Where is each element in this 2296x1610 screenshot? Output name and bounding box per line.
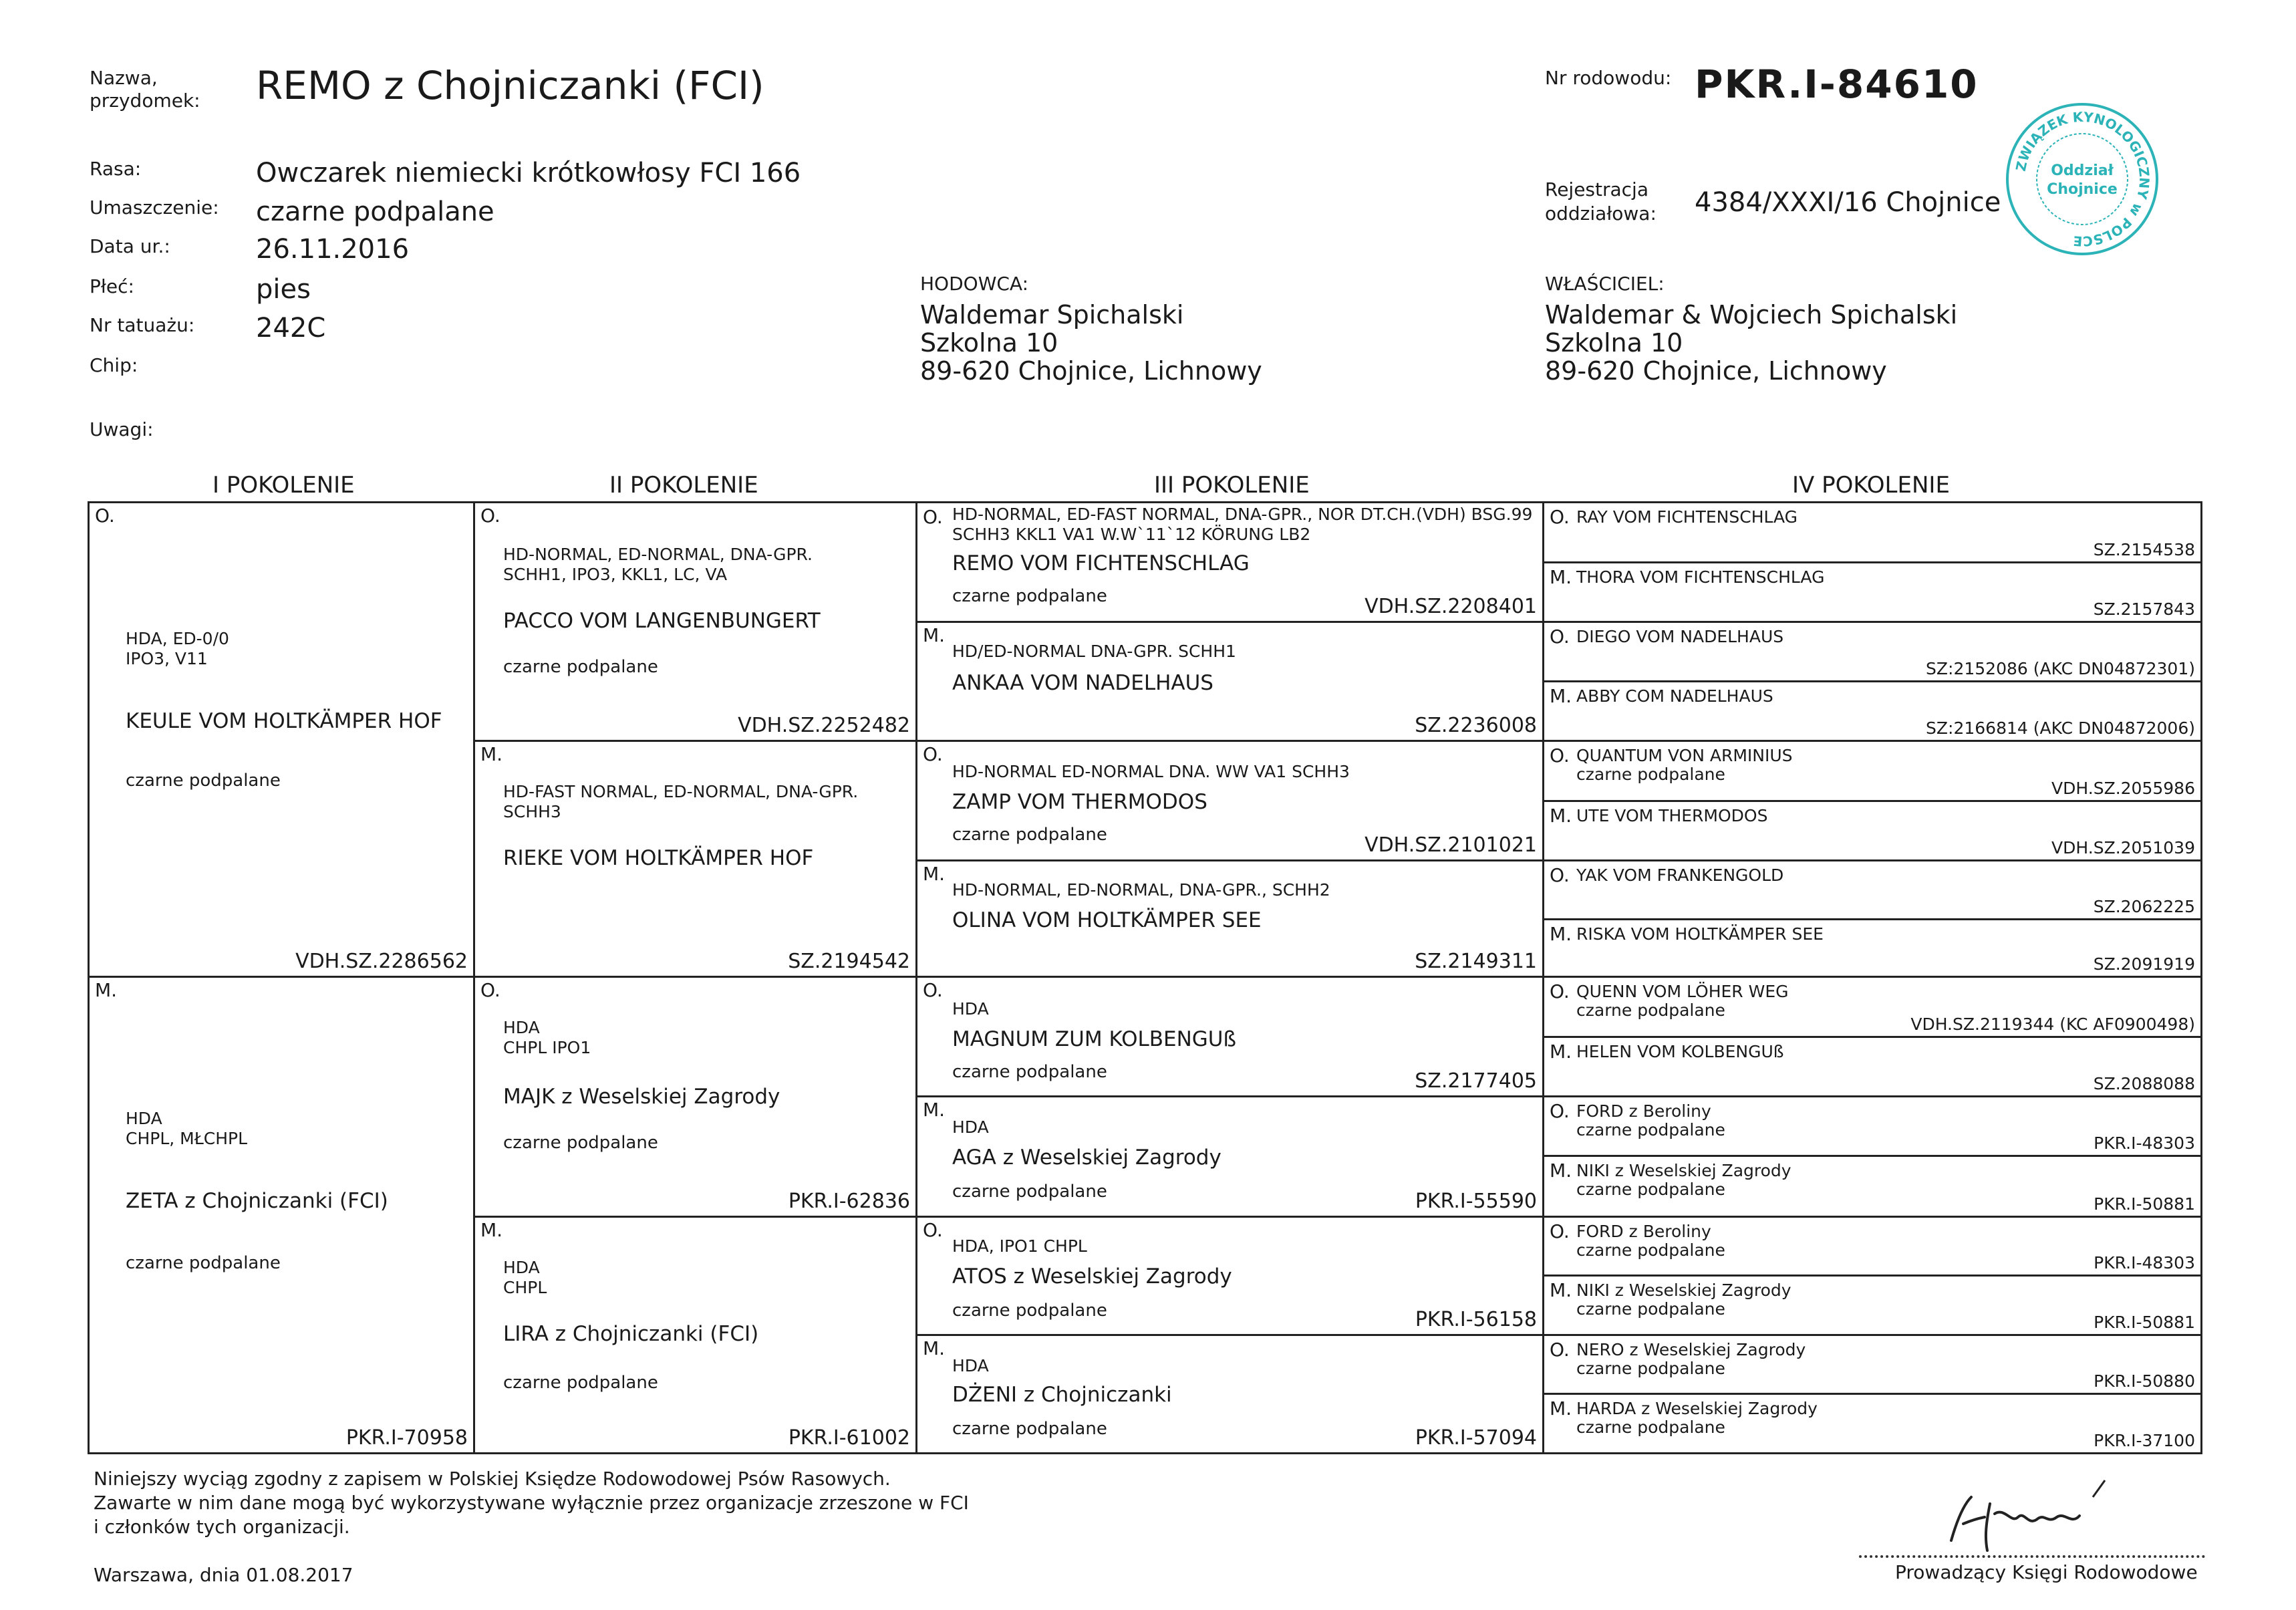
relation-label: M. [923, 624, 946, 646]
pedigree-label: Nr rodowodu: [1545, 67, 1672, 89]
registration-value: 4384/XXXI/16 Chojnice [1695, 187, 2001, 218]
generation-heading-4: IV POKOLENIE [1792, 472, 1950, 499]
health-info: HDA [952, 1117, 989, 1137]
pedigree-number: PKR.I-84610 [1695, 61, 1979, 107]
breeder-city: 89-620 Chojnice, Lichnowy [920, 356, 1262, 386]
issue-place-date: Warszawa, dnia 01.08.2017 [94, 1564, 353, 1586]
pedigree-cell-g4-6 [1542, 800, 2202, 861]
dog-name: RIEKE VOM HOLTKÄMPER HOF [503, 846, 814, 870]
relation-label: O. [1550, 1339, 1570, 1361]
dog-name: ZAMP VOM THERMODOS [952, 790, 1207, 814]
dog-color: czarne podpalane [1576, 1359, 1725, 1378]
relation-label: M. [480, 743, 503, 765]
registration-number: VDH.SZ.2119344 (KC AF0900498) [1910, 1015, 2195, 1034]
registration-number: SZ.2177405 [1415, 1069, 1537, 1093]
relation-label: M. [1550, 1279, 1572, 1301]
pedigree-cell-g4-4 [1542, 680, 2202, 742]
relation-label: M. [1550, 1397, 1572, 1420]
relation-label: M. [1550, 805, 1572, 827]
dog-color: czarne podpalane [1576, 765, 1725, 784]
pedigree-cell-g3-7 [915, 1216, 1544, 1336]
dog-name: NERO z Weselskiej Zagrody [1576, 1340, 1806, 1359]
sex-label: Płeć: [90, 275, 134, 297]
owner-label: WŁAŚCICIEL: [1545, 273, 1665, 295]
tattoo-label: Nr tatuażu: [90, 314, 195, 336]
pedigree-cell-g1-dam [88, 976, 475, 1454]
dog-name: OLINA VOM HOLTKÄMPER SEE [952, 908, 1262, 932]
dog-name: MAJK z Weselskiej Zagrody [503, 1085, 780, 1109]
registration-number: PKR.I-48303 [2094, 1133, 2195, 1153]
pedigree-cell-g4-7 [1542, 859, 2202, 920]
pedigree-cell-g4-5 [1542, 740, 2202, 802]
relation-label: M. [1550, 1160, 1572, 1182]
pedigree-cell-g2-4 [473, 1216, 917, 1454]
pedigree-cell-g3-1 [915, 501, 1544, 623]
color-label: Umaszczenie: [90, 196, 219, 219]
health-info: HD-NORMAL ED-NORMAL DNA. WW VA1 SCHH3 [952, 762, 1350, 781]
health-info: HDA [952, 1356, 989, 1375]
registration-label: Rejestracja oddziałowa: [1545, 178, 1657, 225]
registration-number: SZ.2236008 [1415, 714, 1537, 737]
dog-name: REMO VOM FICHTENSCHLAG [952, 551, 1250, 575]
relation-label: O. [480, 979, 500, 1001]
sex-value: pies [256, 274, 311, 305]
registration-number: SZ:2152086 (AKC DN04872301) [1926, 659, 2195, 678]
registration-number: PKR.I-48303 [2094, 1253, 2195, 1272]
registration-number: VDH.SZ.2101021 [1365, 833, 1537, 857]
relation-label: O. [1550, 745, 1570, 767]
club-stamp [2005, 102, 2160, 257]
dog-color: czarne podpalane [1576, 1180, 1725, 1199]
owner-name: Waldemar & Wojciech Spichalski [1545, 300, 1958, 329]
dog-color: czarne podpalane [1576, 1418, 1725, 1437]
registration-number: PKR.I-70958 [345, 1426, 468, 1450]
pedigree-cell-g3-6 [915, 1095, 1544, 1218]
pedigree-cell-g2-2 [473, 740, 917, 978]
dog-color: czarne podpalane [952, 1419, 1107, 1439]
pedigree-cell-g4-1 [1542, 501, 2202, 563]
pedigree-cell-g4-2 [1542, 561, 2202, 623]
registration-number: SZ.2149311 [1415, 950, 1537, 973]
stamp-center-line1: Oddział [2051, 162, 2114, 179]
registration-number: PKR.I-37100 [2094, 1431, 2195, 1450]
pedigree-cell-g4-15 [1542, 1334, 2202, 1395]
registration-number: VDH.SZ.2208401 [1365, 595, 1537, 618]
registration-number: VDH.SZ.2055986 [2051, 779, 2195, 798]
dog-name: ZETA z Chojniczanki (FCI) [126, 1189, 388, 1213]
tattoo-value: 242C [256, 313, 326, 344]
registration-number: PKR.I-50881 [2094, 1313, 2195, 1332]
relation-label: O. [95, 505, 115, 527]
dog-name: RISKA VOM HOLTKÄMPER SEE [1576, 924, 1824, 944]
health-info: HDA, IPO1 CHPL [952, 1236, 1087, 1256]
relation-label: M. [1550, 923, 1572, 945]
pedigree-cell-g3-4 [915, 859, 1544, 978]
remarks-label: Uwagi: [90, 418, 154, 440]
relation-label: M. [1550, 1041, 1572, 1063]
relation-label: M. [923, 863, 946, 885]
dog-name: THORA VOM FICHTENSCHLAG [1576, 567, 1825, 587]
registration-number: PKR.I-57094 [1415, 1426, 1537, 1450]
dog-name: DŻENI z Chojniczanki [952, 1383, 1172, 1407]
generation-heading-1: I POKOLENIE [212, 472, 355, 499]
registration-number: SZ.2062225 [2093, 897, 2195, 916]
relation-label: O. [1550, 626, 1570, 648]
dog-color: czarne podpalane [1576, 1120, 1725, 1139]
relation-label: O. [1550, 980, 1570, 1002]
stamp-ring-text: ZWIĄZEK KYNOLOGICZNY w POLSCE [2012, 108, 2153, 250]
pedigree-cell-g4-16 [1542, 1393, 2202, 1454]
relation-label: M. [1550, 566, 1572, 588]
dog-name: ANKAA VOM NADELHAUS [952, 671, 1213, 695]
relation-label: M. [95, 979, 118, 1001]
relation-label: O. [1550, 864, 1570, 886]
relation-label: O. [1550, 1100, 1570, 1122]
health-info: HD-NORMAL, ED-NORMAL, DNA-GPR. SCHH1, IPO3, KKL1, LC, VA [503, 545, 813, 584]
dog-color: czarne podpalane [503, 657, 658, 677]
health-info: HD-NORMAL, ED-FAST NORMAL, DNA-GPR., NOR DT.CH.(VDH) BSG.99 SCHH3 KKL1 VA1 W.W`11`12 KÖRUNG LB2 [952, 505, 1533, 544]
pedigree-cell-g4-12 [1542, 1155, 2202, 1218]
relation-label: O. [923, 743, 943, 765]
dog-color: czarne podpalane [503, 1373, 658, 1393]
signature-line [1859, 1555, 2205, 1558]
signature-caption: Prowadzący Księgi Rodowodowe [1895, 1561, 2198, 1583]
pedigree-cell-g4-13 [1542, 1216, 2202, 1277]
dog-name: YAK VOM FRANKENGOLD [1576, 865, 1784, 885]
registration-number: SZ.2154538 [2093, 540, 2195, 559]
registration-number: PKR.I-55590 [1415, 1190, 1537, 1213]
registration-number: SZ.2194542 [788, 950, 910, 973]
registration-number: SZ:2166814 (AKC DN04872006) [1926, 718, 2195, 738]
dog-color: czarne podpalane [952, 586, 1107, 606]
dog-name: UTE VOM THERMODOS [1576, 806, 1768, 825]
relation-label: M. [480, 1219, 503, 1241]
health-info: HDA CHPL [503, 1258, 547, 1297]
pedigree-cell-g1-sire [88, 501, 475, 978]
health-info: HD/ED-NORMAL DNA-GPR. SCHH1 [952, 642, 1236, 661]
pedigree-cell-g4-10 [1542, 1036, 2202, 1097]
dog-name: NIKI z Weselskiej Zagrody [1576, 1281, 1791, 1300]
relation-label: O. [1550, 506, 1570, 528]
dog-name: QUANTUM VON ARMINIUS [1576, 746, 1793, 765]
dog-name: AGA z Weselskiej Zagrody [952, 1146, 1222, 1170]
dog-color: czarne podpalane [1576, 1299, 1725, 1319]
registration-number: PKR.I-50881 [2094, 1194, 2195, 1214]
health-info: HDA CHPL IPO1 [503, 1018, 591, 1057]
registration-number: SZ.2157843 [2093, 599, 2195, 619]
health-info: HDA CHPL, MŁCHPL [126, 1109, 248, 1148]
dog-name: LIRA z Chojniczanki (FCI) [503, 1322, 759, 1346]
owner-city: 89-620 Chojnice, Lichnowy [1545, 356, 1887, 386]
pedigree-cell-g3-2 [915, 621, 1544, 742]
dob-label: Data ur.: [90, 235, 170, 257]
pedigree-cell-g3-5 [915, 976, 1544, 1097]
pedigree-cell-g4-3 [1542, 621, 2202, 682]
pedigree-cell-g4-8 [1542, 918, 2202, 978]
health-info: HDA, ED-0/0 IPO3, V11 [126, 629, 229, 668]
dog-color: czarne podpalane [952, 1301, 1107, 1321]
registration-number: PKR.I-50880 [2094, 1371, 2195, 1391]
breeder-name: Waldemar Spichalski [920, 300, 1184, 329]
dog-name: PACCO VOM LANGENBUNGERT [503, 609, 821, 633]
registration-number: SZ.2088088 [2093, 1074, 2195, 1093]
pedigree-cell-g4-9 [1542, 976, 2202, 1038]
dog-color: czarne podpalane [503, 1133, 658, 1153]
stamp-center-line2: Chojnice [2047, 181, 2118, 198]
breed-value: Owczarek niemiecki krótkowłosy FCI 166 [256, 158, 801, 188]
pedigree-cell-g4-14 [1542, 1274, 2202, 1336]
pedigree-cell-g3-3 [915, 740, 1544, 861]
dog-name: NIKI z Weselskiej Zagrody [1576, 1161, 1791, 1180]
dog-color: czarne podpalane [952, 1182, 1107, 1202]
footer-statement-line3: i członków tych organizacji. [94, 1516, 350, 1538]
registration-number: VDH.SZ.2286562 [295, 950, 468, 973]
name-label: Nazwa, przydomek: [90, 67, 200, 112]
relation-label: M. [923, 1099, 946, 1121]
relation-label: M. [923, 1337, 946, 1359]
pedigree-cell-g4-11 [1542, 1095, 2202, 1157]
dog-color: czarne podpalane [126, 1253, 281, 1273]
relation-label: O. [1550, 1220, 1570, 1242]
chip-label: Chip: [90, 354, 138, 376]
dog-name: HARDA z Weselskiej Zagrody [1576, 1399, 1818, 1418]
dog-name: REMO z Chojniczanki (FCI) [256, 63, 764, 108]
owner-street: Szkolna 10 [1545, 328, 1683, 358]
dog-name: MAGNUM ZUM KOLBENGUß [952, 1027, 1237, 1051]
dog-name: DIEGO VOM NADELHAUS [1576, 627, 1784, 646]
dog-color: czarne podpalane [126, 771, 281, 791]
breed-label: Rasa: [90, 158, 142, 180]
dog-name: ATOS z Weselskiej Zagrody [952, 1264, 1232, 1289]
dog-color: czarne podpalane [1576, 1240, 1725, 1260]
registration-number: PKR.I-56158 [1415, 1308, 1537, 1331]
dog-color: czarne podpalane [952, 1062, 1107, 1082]
generation-heading-3: III POKOLENIE [1154, 472, 1310, 499]
dog-name: FORD z Beroliny [1576, 1101, 1711, 1121]
pedigree-cell-g3-8 [915, 1334, 1544, 1454]
dog-name: FORD z Beroliny [1576, 1222, 1711, 1241]
generation-heading-2: II POKOLENIE [609, 472, 758, 499]
registration-number: VDH.SZ.2252482 [738, 714, 910, 737]
dog-name: KEULE VOM HOLTKÄMPER HOF [126, 709, 442, 733]
relation-label: O. [923, 979, 943, 1001]
footer-statement-line2: Zawarte w nim dane mogą być wykorzystywane wyłącznie przez organizacje zrzeszone w FCI [94, 1492, 969, 1514]
dog-name: RAY VOM FICHTENSCHLAG [1576, 507, 1798, 527]
health-info: HD-FAST NORMAL, ED-NORMAL, DNA-GPR. SCHH3 [503, 782, 859, 821]
pedigree-cell-g2-3 [473, 976, 917, 1218]
health-info: HDA [952, 999, 989, 1019]
color-value: czarne podpalane [256, 196, 494, 227]
dog-name: QUENN VOM LÖHER WEG [1576, 982, 1789, 1001]
breeder-label: HODOWCA: [920, 273, 1029, 295]
handwritten-signature [1938, 1477, 2125, 1557]
dog-color: czarne podpalane [952, 825, 1107, 845]
breeder-street: Szkolna 10 [920, 328, 1058, 358]
dog-name: ABBY COM NADELHAUS [1576, 686, 1773, 706]
registration-number: VDH.SZ.2051039 [2051, 838, 2195, 857]
dob-value: 26.11.2016 [256, 234, 410, 265]
dog-name: HELEN VOM KOLBENGUß [1576, 1042, 1784, 1061]
registration-number: PKR.I-62836 [788, 1190, 910, 1213]
relation-label: O. [923, 506, 943, 528]
dog-color: czarne podpalane [1576, 1000, 1725, 1020]
relation-label: O. [480, 505, 500, 527]
registration-number: SZ.2091919 [2093, 954, 2195, 974]
registration-number: PKR.I-61002 [788, 1426, 910, 1450]
pedigree-cell-g2-1 [473, 501, 917, 742]
health-info: HD-NORMAL, ED-NORMAL, DNA-GPR., SCHH2 [952, 880, 1330, 900]
footer-statement-line1: Niniejszy wyciąg zgodny z zapisem w Polskiej Księdze Rodowodowej Psów Rasowych. [94, 1468, 891, 1490]
relation-label: O. [923, 1219, 943, 1241]
relation-label: M. [1550, 685, 1572, 707]
